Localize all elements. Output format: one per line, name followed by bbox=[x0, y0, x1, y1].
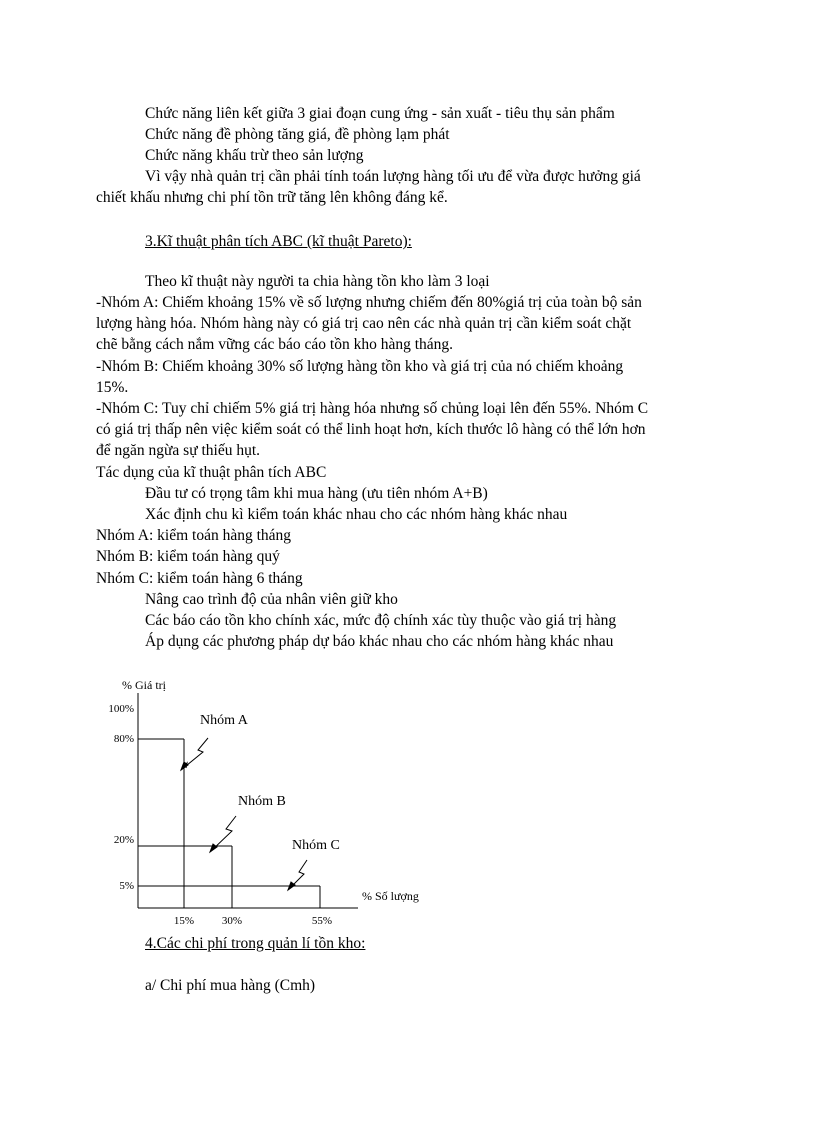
group-b-line-1: -Nhóm B: Chiếm khoảng 30% số lượng hàng tồn kho và giá trị của nó chiếm khoảng bbox=[96, 358, 624, 375]
intro-line-3: Chức năng khấu trừ theo sản lượng bbox=[145, 147, 364, 164]
x-tick-label: 30% bbox=[221, 915, 243, 927]
section-3-intro: Theo kĩ thuật này người ta chia hàng tồn kho làm 3 loại bbox=[145, 273, 490, 290]
x-tick-label: 55% bbox=[311, 915, 333, 927]
y-axis-label: % Giá trị bbox=[122, 678, 166, 692]
effects-title: Tác dụng của kĩ thuật phân tích ABC bbox=[96, 464, 327, 481]
effect-line-5: Áp dụng các phương pháp dự báo khác nhau cho các nhóm hàng khác nhau bbox=[145, 633, 614, 650]
audit-group-a: Nhóm A: kiểm toán hàng tháng bbox=[96, 527, 292, 544]
section-3-heading: 3.Kĩ thuật phân tích ABC (kĩ thuật Pareto): bbox=[145, 233, 412, 250]
effect-line-3: Nâng cao trình độ của nhân viên giữ kho bbox=[145, 591, 398, 608]
group-a-line-3: chẽ bằng cách nắm vững các báo cáo tồn kho hàng tháng. bbox=[96, 336, 454, 353]
group-a-line-2: lượng hàng hóa. Nhóm hàng này có giá trị cao nên các nhà quản trị cần kiểm soát chặt bbox=[96, 315, 632, 332]
intro-line-4: Vì vậy nhà quản trị cần phải tính toán lượng hàng tối ưu để vừa được hưởng giá bbox=[145, 168, 641, 185]
effect-line-2: Xác định chu kì kiểm toán khác nhau cho các nhóm hàng khác nhau bbox=[145, 506, 568, 523]
group-a-label: Nhóm A bbox=[200, 713, 248, 728]
y-tick-label: 80% bbox=[113, 733, 134, 745]
intro-line-5: chiết khấu nhưng chi phí tồn trữ tăng lên không đáng kể. bbox=[96, 189, 448, 206]
group-c-label: Nhóm C bbox=[292, 838, 340, 853]
effect-line-4: Các báo cáo tồn kho chính xác, mức độ chính xác tùy thuộc vào giá trị hàng bbox=[145, 612, 617, 629]
group-c-line-2: có giá trị thấp nên việc kiểm soát có thể linh hoạt hơn, kích thước lô hàng có thể lớn hơn bbox=[96, 421, 646, 438]
y-tick-label: 20% bbox=[113, 834, 134, 846]
intro-line-1: Chức năng liên kết giữa 3 giai đoạn cung ứng - sản xuất - tiêu thụ sản phẩm bbox=[145, 105, 615, 122]
y-tick-label: 5% bbox=[119, 880, 134, 892]
audit-group-b: Nhóm B: kiểm toán hàng quý bbox=[96, 548, 280, 565]
group-b-line-2: 15%. bbox=[96, 379, 129, 396]
group-b-label: Nhóm B bbox=[238, 794, 286, 809]
audit-group-c: Nhóm C: kiểm toán hàng 6 tháng bbox=[96, 570, 303, 587]
effect-line-1: Đầu tư có trọng tâm khi mua hàng (ưu tiên nhóm A+B) bbox=[145, 485, 488, 502]
group-c-line-3: để ngăn ngừa sự thiếu hụt. bbox=[96, 442, 261, 459]
group-c-line-1: -Nhóm C: Tuy chỉ chiếm 5% giá trị hàng hóa nhưng số chủng loại lên đến 55%. Nhóm C bbox=[96, 400, 649, 417]
group-a-callout-arrow bbox=[181, 738, 208, 770]
y-tick-label: 100% bbox=[108, 703, 134, 715]
section-4-subheading-a: a/ Chi phí mua hàng (Cmh) bbox=[145, 977, 316, 994]
intro-line-2: Chức năng đề phòng tăng giá, đề phòng lạm phát bbox=[145, 126, 450, 143]
section-4-heading: 4.Các chi phí trong quản lí tồn kho: bbox=[145, 935, 366, 952]
x-axis-label: % Số lượng bbox=[362, 889, 419, 903]
x-tick-label: 15% bbox=[173, 915, 195, 927]
group-a-line-1: -Nhóm A: Chiếm khoảng 15% về số lượng nhưng chiếm đến 80%giá trị của toàn bộ sản bbox=[96, 294, 642, 311]
